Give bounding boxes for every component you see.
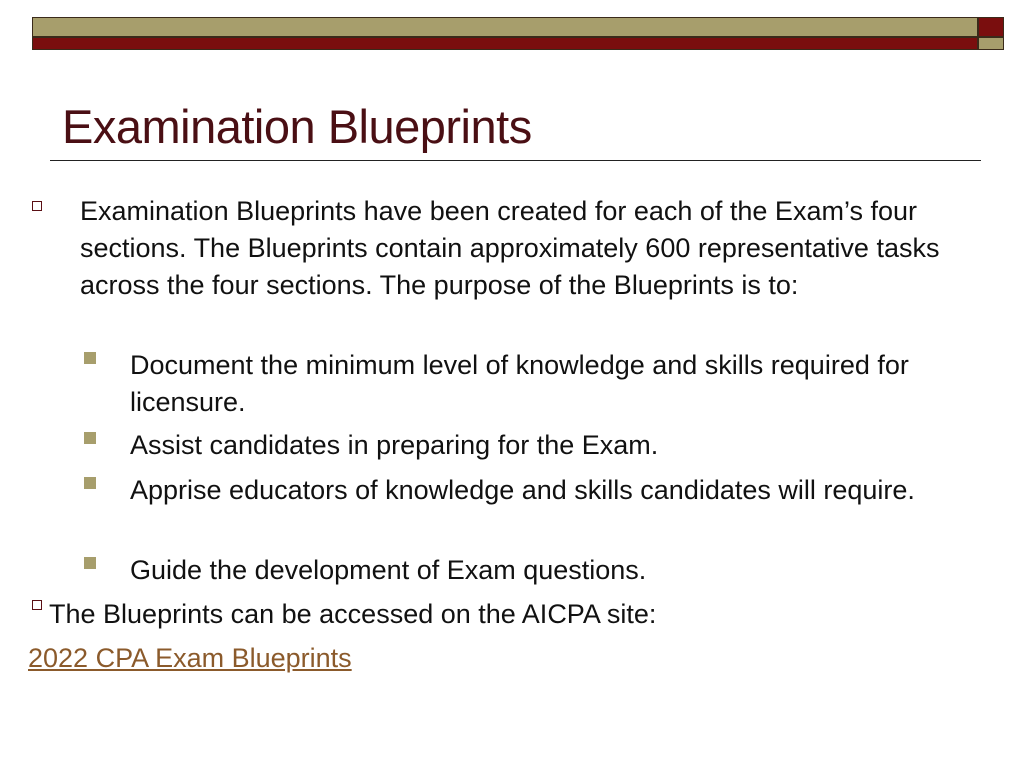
- hollow-square-icon: [32, 201, 42, 211]
- sub-bullet-text: Guide the development of Exam questions.: [130, 555, 647, 585]
- header-bar-olive: [32, 17, 978, 37]
- bullet-text-access: The Blueprints can be accessed on the AICPA site:: [49, 599, 657, 629]
- title-divider: [50, 160, 981, 161]
- hollow-square-icon: [32, 600, 42, 610]
- blueprints-link[interactable]: 2022 CPA Exam Blueprints: [28, 643, 352, 673]
- filled-square-icon: [84, 432, 96, 444]
- filled-square-icon: [84, 477, 96, 489]
- header-corner-olive: [978, 37, 1004, 50]
- header-corner-maroon: [978, 17, 1004, 37]
- sub-bullet-text: Document the minimum level of knowledge and skills required for licensure.: [130, 350, 909, 417]
- header-bar-maroon: [32, 37, 978, 50]
- bullet-text-intro: Examination Blueprints have been created for each of the Exam’s four sections. The Blueprints contain approximately 600 representative tasks across the four sections. The purpose of the Blueprints is to:: [80, 196, 940, 300]
- filled-square-icon: [84, 557, 96, 569]
- sub-bullet-text: Apprise educators of knowledge and skills candidates will require.: [130, 475, 915, 505]
- sub-bullet-text: Assist candidates in preparing for the Exam.: [130, 430, 659, 460]
- filled-square-icon: [84, 352, 96, 364]
- slide-title: Examination Blueprints: [62, 100, 532, 153]
